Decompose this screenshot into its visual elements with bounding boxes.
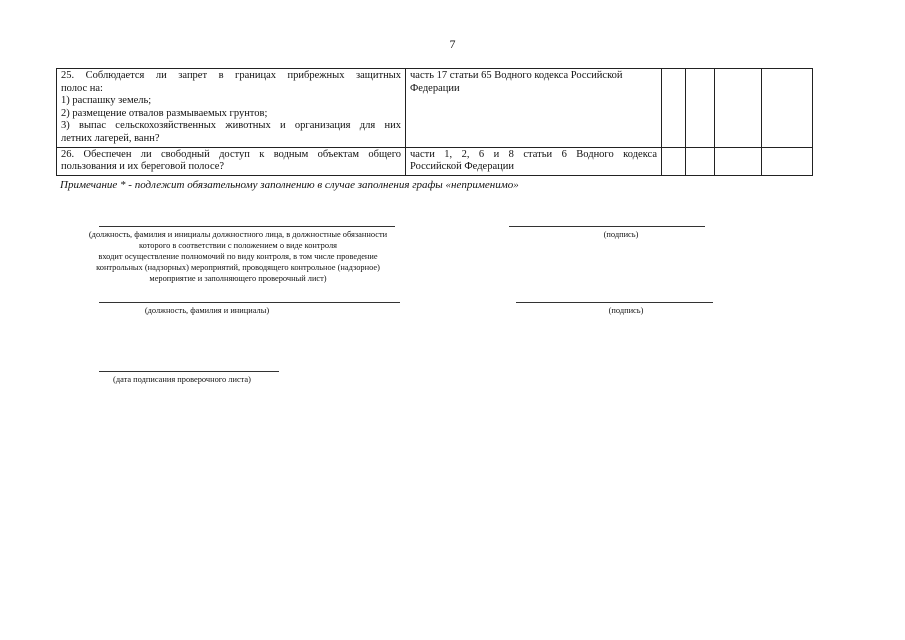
caption-line: входит осуществление полномочий по виду контроля, в том числе проведение — [98, 252, 378, 261]
checklist-table — [56, 68, 813, 176]
caption-line: мероприятие и заполняющего проверочный лист) — [149, 274, 327, 283]
question-line: полос на: — [61, 82, 103, 94]
question-line: пользования и их береговой полосе? — [61, 161, 225, 173]
caption-line: которого в соответствии с положением о виде контроля — [139, 241, 337, 250]
table-footnote: Примечание * - подлежит обязательному заполнению в случае заполнения графы «неприменимо» — [60, 179, 519, 191]
legal-reference-cell — [406, 147, 662, 175]
signing-date-caption: (дата подписания проверочного листа) — [113, 375, 251, 384]
answer-no-cell[interactable] — [686, 147, 715, 175]
reference-line: Федерации — [410, 82, 460, 94]
official-name-caption — [56, 229, 420, 284]
question-line: летних лагерей, ванн? — [61, 132, 160, 144]
representative-name-caption: (должность, фамилия и инициалы) — [144, 306, 270, 315]
representative-name-line[interactable] — [99, 302, 400, 303]
table-row — [57, 69, 813, 148]
question-line: 25. Соблюдается ли запрет в границах прибрежных защитных — [61, 70, 401, 81]
question-line: 26. Обеспечен ли свободный доступ к водным объектам общего — [61, 148, 401, 160]
note-cell[interactable] — [762, 147, 813, 175]
official-name-line[interactable] — [99, 226, 395, 227]
official-signature-line[interactable] — [509, 226, 705, 227]
caption-line: контрольных (надзорных) мероприятий, проводящего контрольное (надзорное) — [96, 263, 380, 272]
answer-not-applicable-cell[interactable] — [715, 147, 762, 175]
question-line: 2) размещение отвалов размываемых грунтов; — [61, 107, 268, 119]
question-cell — [57, 147, 406, 175]
signing-date-line[interactable] — [99, 371, 279, 372]
question-cell — [57, 69, 406, 148]
answer-yes-cell[interactable] — [662, 69, 686, 148]
legal-reference-cell — [406, 69, 662, 148]
reference-line: части 1, 2, 6 и 8 статьи 6 Водного кодекса — [410, 148, 657, 160]
question-line: 1) распашку земель; — [61, 95, 152, 107]
representative-signature-line[interactable] — [516, 302, 713, 303]
answer-yes-cell[interactable] — [662, 147, 686, 175]
table-row — [57, 147, 813, 175]
reference-line: часть 17 статьи 65 Водного кодекса Российской — [410, 70, 623, 81]
answer-not-applicable-cell[interactable] — [715, 69, 762, 148]
caption-line: (должность, фамилия и инициалы должностного лица, в должностные обязанности — [88, 230, 388, 239]
official-signature-caption: (подпись) — [603, 230, 639, 239]
representative-signature-caption: (подпись) — [608, 306, 644, 315]
question-line: 3) выпас сельскохозяйственных животных и организация для них — [61, 120, 401, 132]
reference-line: Российской Федерации — [410, 161, 514, 173]
answer-no-cell[interactable] — [686, 69, 715, 148]
note-cell[interactable] — [762, 69, 813, 148]
page-number: 7 — [449, 37, 456, 51]
